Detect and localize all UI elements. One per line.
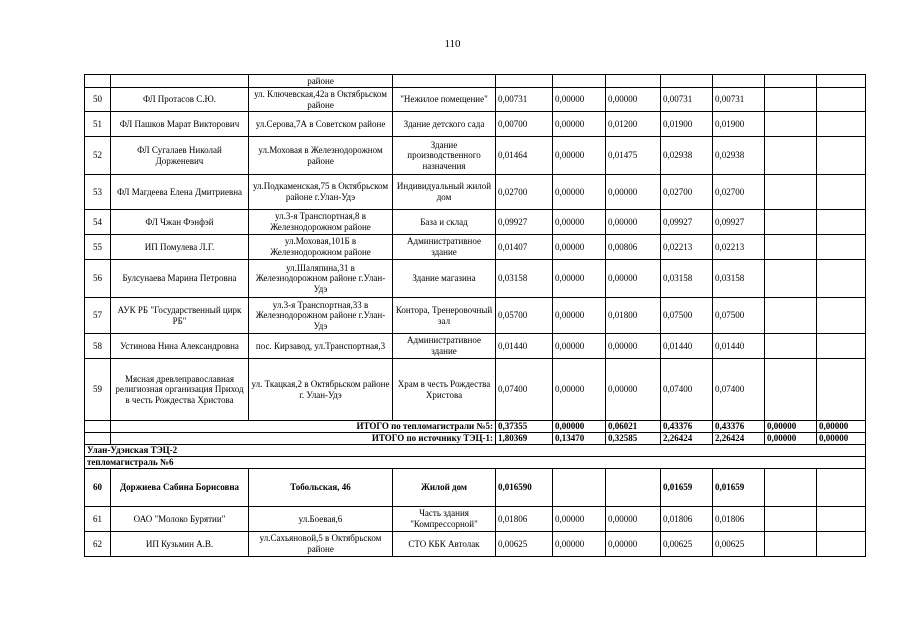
cell-value: [817, 260, 866, 298]
cell-value: 0,00000: [553, 260, 606, 298]
cell-value: [817, 137, 866, 175]
cell-value: 0,02938: [661, 137, 713, 175]
cell-value: [553, 469, 606, 507]
cell-address: ул.Боевая,6: [249, 507, 393, 532]
cell-empty: [393, 75, 496, 88]
cell-value: 1,80369: [496, 433, 553, 445]
cell-value: 0,43376: [661, 421, 713, 433]
cell-value: 0,00000: [606, 359, 661, 421]
cell-value: 0,13470: [553, 433, 606, 445]
cell-value: 0,01200: [606, 112, 661, 137]
cell-value: 0,00000: [553, 298, 606, 334]
cell-value: 0,00731: [713, 88, 765, 112]
cell-value: 0,00806: [606, 235, 661, 260]
cell-value: 0,01464: [496, 137, 553, 175]
cell-value: 0,00000: [553, 507, 606, 532]
table-row: [85, 175, 866, 210]
cell-object: Административное здание: [393, 334, 496, 359]
section-line-row: [85, 457, 866, 469]
cell-consumer: Устинова Нина Александровна: [111, 334, 249, 359]
cell-value: 0,01440: [661, 334, 713, 359]
cell-value: [817, 210, 866, 235]
cell-object: СТО КБК Автолак: [393, 532, 496, 557]
cell-object: Индивидуальный жилой дом: [393, 175, 496, 210]
cell-value: 0,02938: [713, 137, 765, 175]
cell-address: ул.Моховая в Железнодорожном районе: [249, 137, 393, 175]
cell-value: 0,02213: [713, 235, 765, 260]
cell-address: ул.Моховая,101Б в Железнодорожном районе: [249, 235, 393, 260]
cell-consumer: ФЛ Магдеева Елена Дмитриевна: [111, 175, 249, 210]
cell-address: ул.3-я Транспортная,8 в Железнодорожном районе: [249, 210, 393, 235]
cell-value: 0,32585: [606, 433, 661, 445]
cell-number: 61: [85, 507, 111, 532]
cell-number: 62: [85, 532, 111, 557]
cell-value: 0,09927: [661, 210, 713, 235]
cell-number: 55: [85, 235, 111, 260]
cell-number: 54: [85, 210, 111, 235]
cell-value: [817, 298, 866, 334]
cell-value: 0,06021: [606, 421, 661, 433]
cell-value: [765, 112, 817, 137]
connections-table: [84, 74, 866, 557]
cell-address: ул. Ткацкая,2 в Октябрьском районе г. Улан-Удэ: [249, 359, 393, 421]
cell-empty: [765, 75, 817, 88]
cell-consumer: ОАО "Молоко Бурятии": [111, 507, 249, 532]
cell-value: 2,26424: [713, 433, 765, 445]
total-label: ИТОГО по тепломагистрали №5:: [111, 421, 496, 433]
cell-value: [765, 298, 817, 334]
cell-object: Административное здание: [393, 235, 496, 260]
section-line-title: тепломагистраль №6: [85, 457, 866, 469]
cell-empty: [111, 75, 249, 88]
cell-value: 0,03158: [661, 260, 713, 298]
cell-value: [765, 137, 817, 175]
cell-address: ул.3-я Транспортная,33 в Железнодорожном районе г.Улан-Удэ: [249, 298, 393, 334]
cell-value: 0,00000: [606, 175, 661, 210]
total-label: ИТОГО по источнику ТЭЦ-1:: [111, 433, 496, 445]
cell-value: 0,02700: [661, 175, 713, 210]
cell-consumer: ФЛ Протасов С.Ю.: [111, 88, 249, 112]
cell-object: Храм в честь Рождества Христова: [393, 359, 496, 421]
page-number: 110: [444, 38, 461, 50]
table-row: [85, 88, 866, 112]
cell-value: 0,01659: [661, 469, 713, 507]
section-source-title: Улан-Удэнская ТЭЦ-2: [85, 445, 866, 457]
table-row: [85, 469, 866, 507]
cell-value: 0,00000: [553, 359, 606, 421]
cell-value: 0,07400: [661, 359, 713, 421]
cell-empty: [553, 75, 606, 88]
cell-number: 53: [85, 175, 111, 210]
cell-value: 0,02700: [496, 175, 553, 210]
cell-value: 0,016590: [496, 469, 553, 507]
cell-value: [817, 88, 866, 112]
cell-empty: [85, 421, 111, 433]
cell-value: 0,00000: [553, 175, 606, 210]
cell-object: Контора, Тренеровочный зал: [393, 298, 496, 334]
cell-number: 52: [85, 137, 111, 175]
cell-empty: [606, 75, 661, 88]
cell-value: 0,02700: [713, 175, 765, 210]
cell-consumer: АУК РБ "Государственный цирк РБ": [111, 298, 249, 334]
cell-object: База и склад: [393, 210, 496, 235]
cell-value: [765, 334, 817, 359]
cell-value: [765, 235, 817, 260]
table-row: [85, 359, 866, 421]
cell-value: 0,00000: [606, 334, 661, 359]
cell-address: ул. Ключевская,42а в Октябрьском районе: [249, 88, 393, 112]
cell-object: Часть здания "Компрессорной": [393, 507, 496, 532]
cell-value: 0,00000: [553, 88, 606, 112]
table-row: [85, 298, 866, 334]
cell-value: 0,00000: [553, 532, 606, 557]
cell-address: пос. Кирзавод, ул.Транспортная,3: [249, 334, 393, 359]
cell-number: 57: [85, 298, 111, 334]
cell-value: 0,01475: [606, 137, 661, 175]
cell-consumer: Булсунаева Марина Петровна: [111, 260, 249, 298]
cell-object: "Нежилое помещение": [393, 88, 496, 112]
total-row-line5: [85, 421, 866, 433]
cell-value: [765, 359, 817, 421]
cell-value: 0,01806: [496, 507, 553, 532]
cell-value: [765, 88, 817, 112]
cell-value: 0,01900: [713, 112, 765, 137]
cell-number: 56: [85, 260, 111, 298]
cell-empty: [496, 75, 553, 88]
cell-value: [765, 507, 817, 532]
cell-value: 0,07500: [661, 298, 713, 334]
cell-value: [817, 469, 866, 507]
table-row: [85, 210, 866, 235]
cell-empty: [85, 433, 111, 445]
cell-value: 0,00000: [553, 421, 606, 433]
cell-value: 0,00000: [606, 88, 661, 112]
table-row: [85, 507, 866, 532]
cell-value: 0,01900: [661, 112, 713, 137]
cell-value: [817, 532, 866, 557]
cell-value: 0,09927: [713, 210, 765, 235]
cell-consumer: ФЛ Пашков Марат Викторович: [111, 112, 249, 137]
cell-value: 0,00000: [765, 433, 817, 445]
cell-consumer: Доржиева Сабина Борисовна: [111, 469, 249, 507]
cell-value: 0,01440: [713, 334, 765, 359]
cell-value: 0,00000: [553, 334, 606, 359]
cell-value: 0,03158: [496, 260, 553, 298]
cell-value: 0,01806: [661, 507, 713, 532]
cell-consumer: ИП Кузьмин А.В.: [111, 532, 249, 557]
cell-address: ул.Подкаменская,75 в Октябрьском районе г.Улан-Удэ: [249, 175, 393, 210]
cell-value: 0,05700: [496, 298, 553, 334]
cell-value: [817, 507, 866, 532]
cell-value: 2,26424: [661, 433, 713, 445]
cell-value: 0,01407: [496, 235, 553, 260]
cell-consumer: ФЛ Чжан Фэнфэй: [111, 210, 249, 235]
cell-object: Здание магазина: [393, 260, 496, 298]
cell-value: [817, 334, 866, 359]
cell-value: [765, 175, 817, 210]
cell-address: ул.Сахьяновой,5 в Октябрьском районе: [249, 532, 393, 557]
cell-number: 58: [85, 334, 111, 359]
cell-value: 0,00000: [606, 507, 661, 532]
cell-value: 0,00700: [496, 112, 553, 137]
cell-address: Тобольская, 46: [249, 469, 393, 507]
cell-value: [765, 260, 817, 298]
cell-empty: [85, 75, 111, 88]
cell-value: 0,01440: [496, 334, 553, 359]
cell-address: ул.Серова,7А в Советском районе: [249, 112, 393, 137]
cell-consumer: ИП Помулева Л.Г.: [111, 235, 249, 260]
table-row: [85, 532, 866, 557]
cell-value: 0,02213: [661, 235, 713, 260]
cell-empty: [661, 75, 713, 88]
table-row: [85, 137, 866, 175]
cell-object: Жилой дом: [393, 469, 496, 507]
cell-value: 0,07500: [713, 298, 765, 334]
total-row-source: [85, 433, 866, 445]
cell-consumer: ФЛ Сугалаев Николай Дорженевич: [111, 137, 249, 175]
cell-value: 0,00000: [553, 112, 606, 137]
cell-object: Здание производственного назначения: [393, 137, 496, 175]
cell-value: 0,00731: [496, 88, 553, 112]
continuation-row: [85, 75, 866, 88]
cell-value: 0,00000: [553, 210, 606, 235]
cell-value: 0,01659: [713, 469, 765, 507]
cell-value: 0,00000: [765, 421, 817, 433]
cell-number: 59: [85, 359, 111, 421]
cell-value: [765, 469, 817, 507]
cell-value: 0,43376: [713, 421, 765, 433]
cell-value: [817, 175, 866, 210]
cell-value: 0,00000: [606, 260, 661, 298]
cell-value: 0,00625: [713, 532, 765, 557]
cell-value: 0,00625: [496, 532, 553, 557]
cell-number: 50: [85, 88, 111, 112]
cell-value: [817, 235, 866, 260]
cell-value: 0,07400: [713, 359, 765, 421]
cell-value: 0,00000: [553, 235, 606, 260]
cell-value: [817, 359, 866, 421]
cell-value: 0,00000: [817, 421, 866, 433]
cell-value: 0,03158: [713, 260, 765, 298]
cell-value: 0,00000: [553, 137, 606, 175]
cell-value: [765, 210, 817, 235]
table-row: [85, 112, 866, 137]
cell-value: 0,00000: [606, 210, 661, 235]
cell-value: 0,00731: [661, 88, 713, 112]
section-source-row: [85, 445, 866, 457]
cell-value: 0,01806: [713, 507, 765, 532]
cell-empty: [817, 75, 866, 88]
cell-value: 0,00000: [817, 433, 866, 445]
cell-consumer: Мясная древлеправославная религиозная организация Приход в честь Рождества Христова: [111, 359, 249, 421]
cell-value: 0,01800: [606, 298, 661, 334]
cell-value: [606, 469, 661, 507]
cell-address: ул.Шаляпина,31 в Железнодорожном районе г.Улан-Удэ: [249, 260, 393, 298]
cell-number: 60: [85, 469, 111, 507]
cell-object: Здание детского сада: [393, 112, 496, 137]
cell-value: 0,37355: [496, 421, 553, 433]
cell-number: 51: [85, 112, 111, 137]
cell-empty: [713, 75, 765, 88]
cell-value: 0,00625: [661, 532, 713, 557]
cell-value: [817, 112, 866, 137]
cell-address: районе: [249, 75, 393, 88]
table-row: [85, 260, 866, 298]
table-row: [85, 235, 866, 260]
cell-value: 0,09927: [496, 210, 553, 235]
table-row: [85, 334, 866, 359]
cell-value: 0,00000: [606, 532, 661, 557]
cell-value: [765, 532, 817, 557]
cell-value: 0,07400: [496, 359, 553, 421]
